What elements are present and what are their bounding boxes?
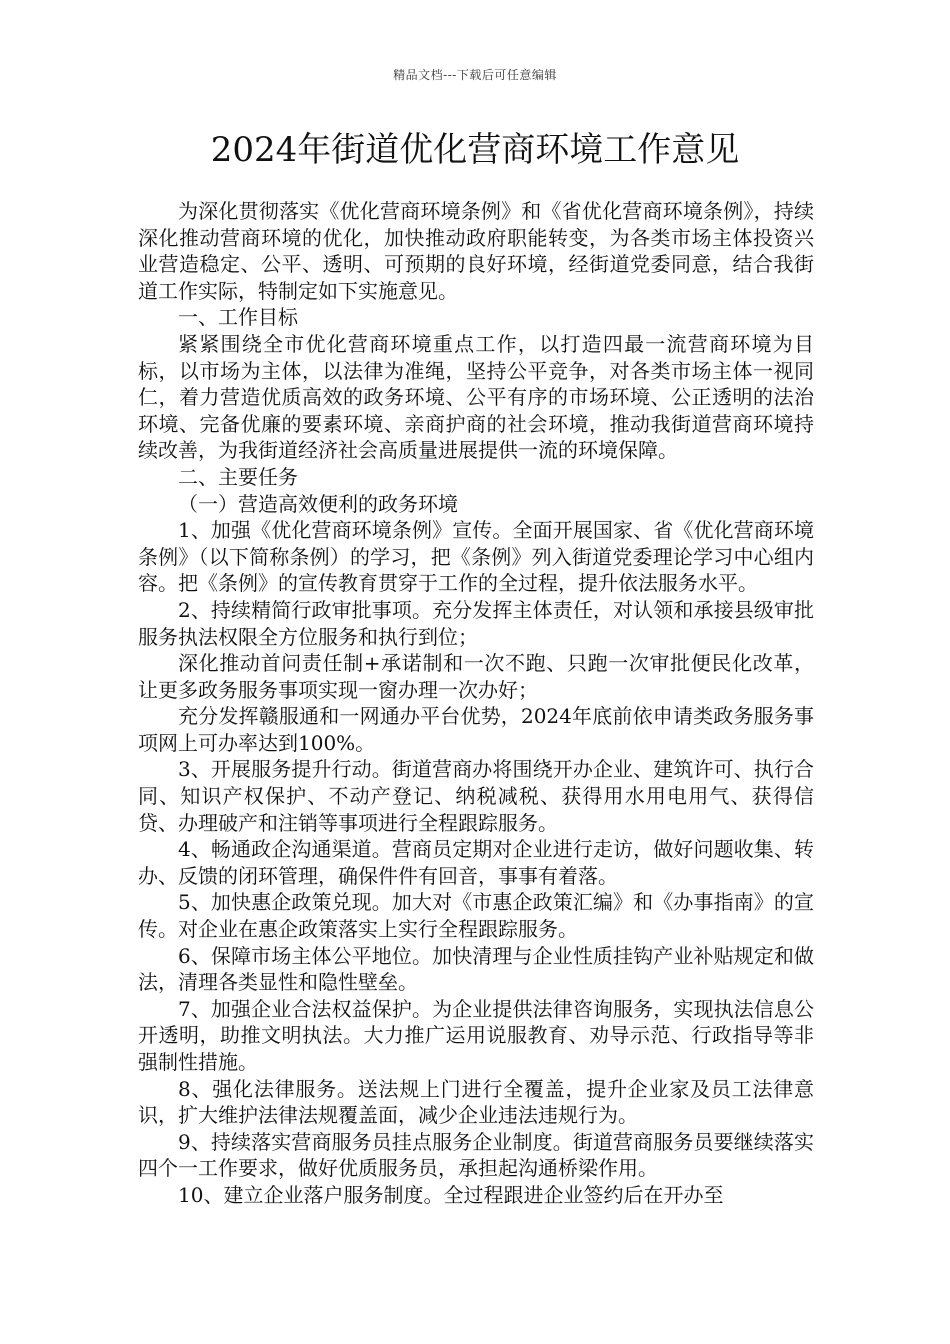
document-body xyxy=(138,198,814,1209)
task-item-6: 6、保障市场主体公平地位。加快清理与企业性质挂钩产业补贴规定和做法，清理各类显性和隐性壁垒。 xyxy=(138,943,814,995)
document-title: 2024年街道优化营商环境工作意见 xyxy=(210,130,740,170)
paragraph-goals: 紧紧围绕全市优化营商环境重点工作，以打造四最一流营商环境为目标，以市场为主体，以法律为准绳，坚持公平竞争，对各类市场主体一视同仁，着力营造优质高效的政务环境、公平有序的市场环境、公正透明的法治环境、完备优廉的要素环境、亲商护商的社会环境，推动我街道营商环境持续改善，为我街道经济社会高质量进展提供一流的环境保障。 xyxy=(138,331,814,463)
task-item-2-cont-b: 充分发挥赣服通和一网通办平台优势，2024年底前依申请类政务服务事项网上可办率达到100%。 xyxy=(138,704,814,755)
task-item-4: 4、畅通政企沟通渠道。营商员定期对企业进行走访，做好问题收集、转办、反馈的闭环管理，确保件件有回音，事事有着落。 xyxy=(138,837,814,888)
header-note: 精品文档---下载后可任意编辑 xyxy=(393,68,557,82)
task-item-7: 7、加强企业合法权益保护。为企业提供法律咨询服务，实现执法信息公开透明，助推文明执法。大力推广运用说服教育、劝导示范、行政指导等非强制性措施。 xyxy=(138,996,814,1074)
task-item-9: 9、持续落实营商服务员挂点服务企业制度。街道营商服务员要继续落实四个一工作要求，做好优质服务员，承担起沟通桥梁作用。 xyxy=(138,1129,814,1181)
task-item-3: 3、开展服务提升行动。街道营商办将围绕开办企业、建筑许可、执行合同、知识产权保护、不动产登记、纳税减税、获得用水用电用气、获得信贷、办理破产和注销等事项进行全程跟踪服务。 xyxy=(138,757,814,835)
task-item-2-cont-a: 深化推动首问责任制+承诺制和一次不跑、只跑一次审批便民化改革，让更多政务服务事项实现一窗办理一次办好； xyxy=(138,651,814,702)
task-item-2: 2、持续精简行政审批事项。充分发挥主体责任，对认领和承接县级审批服务执法权限全方位服务和执行到位； xyxy=(138,597,814,649)
task-item-8: 8、强化法律服务。送法规上门进行全覆盖，提升企业家及员工法律意识，扩大维护法律法规覆盖面，减少企业违法违规行为。 xyxy=(138,1076,814,1128)
task-item-5: 5、加快惠企政策兑现。加大对《市惠企政策汇编》和《办事指南》的宣传。对企业在惠企政策落实上实行全程跟踪服务。 xyxy=(138,890,814,942)
task-item-1: 1、加强《优化营商环境条例》宣传。全面开展国家、省《优化营商环境条例》（以下简称条例）的学习，把《条例》列入街道党委理论学习中心组内容。把《条例》的宣传教育贯穿于工作的全过程，提升依法服务水平。 xyxy=(138,518,814,596)
paragraph-intro: 为深化贯彻落实《优化营商环境条例》和《省优化营商环境条例》，持续深化推动营商环境的优化，加快推动政府职能转变，为各类市场主体投资兴业营造稳定、公平、透明、可预期的良好环境，经街道党委同意，结合我街道工作实际，特制定如下实施意见。 xyxy=(138,199,814,303)
section-heading-tasks: 二、主要任务 xyxy=(178,464,298,489)
subsection-heading-gov-env: （一）营造高效便利的政务环境 xyxy=(178,491,458,516)
section-heading-goals: 一、工作目标 xyxy=(178,305,298,330)
task-item-10: 10、建立企业落户服务制度。全过程跟进企业签约后在开办至 xyxy=(178,1182,724,1207)
